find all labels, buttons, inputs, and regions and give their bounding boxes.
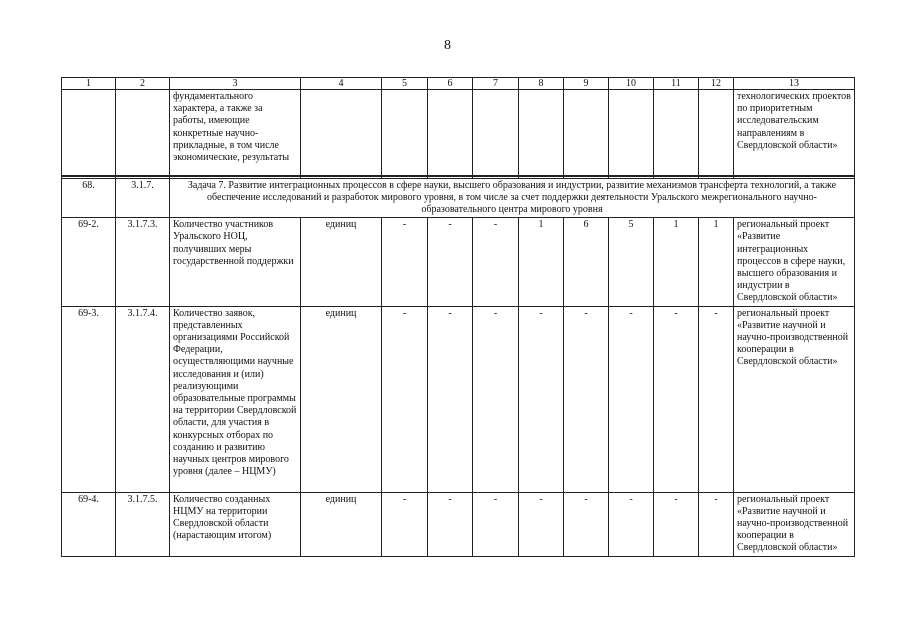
- column-number: 3: [170, 78, 301, 90]
- column-number: 4: [301, 78, 382, 90]
- column-number: 7: [473, 78, 519, 90]
- value-cell: 1: [699, 218, 734, 306]
- value-cell: [428, 90, 473, 176]
- value-cell: -: [654, 306, 699, 492]
- column-number: 6: [428, 78, 473, 90]
- value-cell: [382, 90, 428, 176]
- value-cell: [519, 90, 564, 176]
- indicator-name: Количество созданных НЦМУ на территории Свердловской области (нарастающим итогом): [170, 492, 301, 556]
- value-cell: -: [699, 306, 734, 492]
- value-cell: [473, 90, 519, 176]
- indicator-code: 3.1.7.: [116, 178, 170, 218]
- column-number: 12: [699, 78, 734, 90]
- value-cell: 1: [654, 218, 699, 306]
- value-cell: -: [473, 218, 519, 306]
- value-cell: -: [428, 492, 473, 556]
- column-number: 13: [734, 78, 855, 90]
- value-cell: -: [564, 306, 609, 492]
- source-text: технологических проектов по приоритетным исследовательским направлениям в Свердловской области»: [734, 90, 855, 176]
- value-cell: [564, 90, 609, 176]
- column-number: 10: [609, 78, 654, 90]
- page-number: 8: [444, 38, 451, 53]
- column-number: 1: [62, 78, 116, 90]
- value-cell: -: [699, 492, 734, 556]
- indicator-name: Количество участников Уральского НОЦ, получивших меры государственной поддержки: [170, 218, 301, 306]
- column-number: 5: [382, 78, 428, 90]
- value-cell: -: [382, 218, 428, 306]
- value-cell: -: [382, 306, 428, 492]
- indicator-code: 3.1.7.3.: [116, 218, 170, 306]
- table-row: [62, 306, 855, 492]
- unit-cell: единиц: [301, 492, 382, 556]
- value-cell: [609, 90, 654, 176]
- unit-cell: единиц: [301, 306, 382, 492]
- value-cell: -: [382, 492, 428, 556]
- row-number: 69-4.: [62, 492, 116, 556]
- table-row: [62, 218, 855, 306]
- value-cell: -: [473, 306, 519, 492]
- indicator-code: [116, 90, 170, 176]
- indicators-table: [61, 77, 855, 557]
- column-number-row: [62, 78, 855, 90]
- table-row: [62, 492, 855, 556]
- column-number: 11: [654, 78, 699, 90]
- value-cell: [654, 90, 699, 176]
- indicator-name: Количество заявок, представленных организациями Российской Федерации, осуществляющими научные исследования и (или) реализующими образовательные программы на территории Свердловской области, для участия в конкурсных отборах по созданию и развитию научных центров мирового уровня (далее – НЦМУ): [170, 306, 301, 492]
- row-number: [62, 90, 116, 176]
- task-title: Задача 7. Развитие интеграционных процессов в сфере науки, высшего образования и индустрии, развитие механизмов трансферта технологий, а также обеспечение исследований и разработок мирового уровня, в том числе за счет поддержки деятельности Уральского межрегионального научно-образовательного центра мирового уровня: [170, 178, 855, 218]
- column-number: 9: [564, 78, 609, 90]
- indicator-code: 3.1.7.5.: [116, 492, 170, 556]
- source-text: региональный проект «Развитие научной и научно-производственной кооперации в Свердловской области»: [734, 492, 855, 556]
- row-number: 69-3.: [62, 306, 116, 492]
- value-cell: -: [428, 218, 473, 306]
- value-cell: -: [609, 492, 654, 556]
- value-cell: -: [609, 306, 654, 492]
- value-cell: -: [473, 492, 519, 556]
- row-number: 69-2.: [62, 218, 116, 306]
- value-cell: 6: [564, 218, 609, 306]
- value-cell: -: [519, 306, 564, 492]
- source-text: региональный проект «Развитие интеграционных процессов в сфере науки, высшего образования и индустрии в Свердловской области»: [734, 218, 855, 306]
- row-number: 68.: [62, 178, 116, 218]
- value-cell: [699, 90, 734, 176]
- unit-cell: единиц: [301, 218, 382, 306]
- column-number: 8: [519, 78, 564, 90]
- indicator-code: 3.1.7.4.: [116, 306, 170, 492]
- value-cell: -: [564, 492, 609, 556]
- column-number: 2: [116, 78, 170, 90]
- value-cell: -: [428, 306, 473, 492]
- table-row: [62, 90, 855, 176]
- task-row: [62, 178, 855, 218]
- value-cell: 5: [609, 218, 654, 306]
- value-cell: -: [519, 492, 564, 556]
- value-cell: 1: [519, 218, 564, 306]
- unit-cell: [301, 90, 382, 176]
- value-cell: -: [654, 492, 699, 556]
- indicator-name: фундаментального характера, а также за работы, имеющие конкретные научно-прикладные, в том числе экономические, результаты: [170, 90, 301, 176]
- source-text: региональный проект «Развитие научной и научно-производственной кооперации в Свердловской области»: [734, 306, 855, 492]
